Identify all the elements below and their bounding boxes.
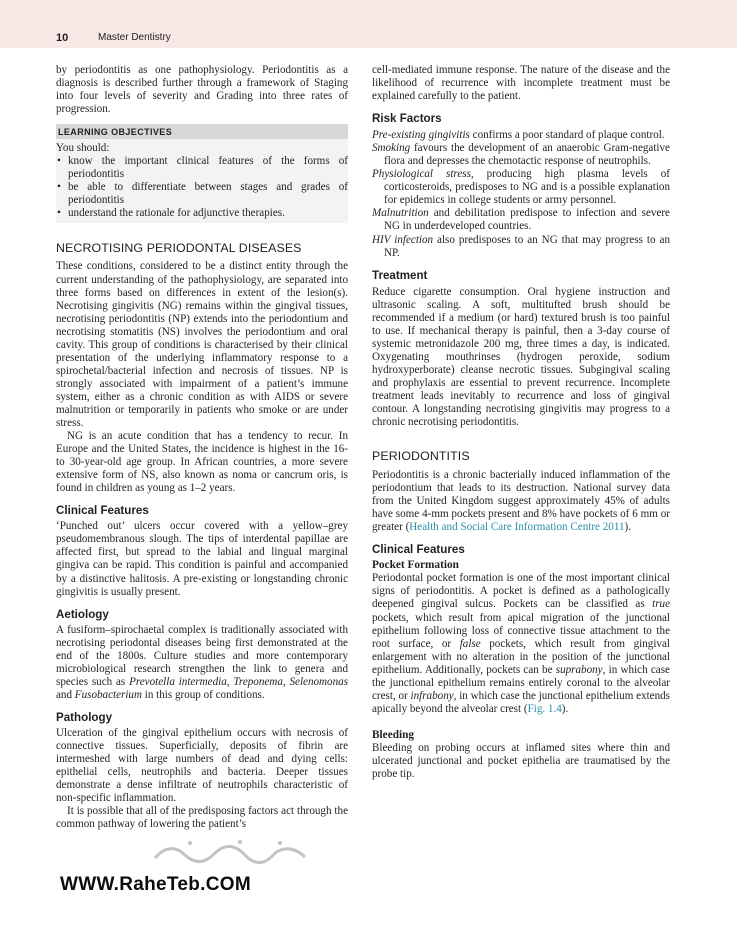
species-name: Selenomonas — [289, 675, 349, 688]
learning-objectives-lead: You should: — [56, 142, 110, 155]
species-name: Fusobacterium — [74, 688, 142, 701]
learning-objectives-box — [56, 124, 348, 223]
intro-paragraph: by periodontitis as one pathophysiology. Periodontitis as a diagnosis is described further through a framework of Staging into four levels of severity and Grading into three rates of progression. — [56, 64, 348, 116]
treatment-paragraph: Reduce cigarette consumption. Oral hygiene instruction and ultrasonic scaling. A soft, multitufted brush should be recommended if a medium (or hard) textured brush is too painful to use. If mechanical therapy is painful, then a 3-day course of systemic metronidazole 200 mg, three times a day, is indicated. Oxygenating mouthrinses (hydrogen peroxide, sodium hydroxyperborate) cleanse necrotic tissues. Subgingival scaling and prophylaxis are essential to prevent recurrence. Incomplete treatment leads inevitably to recurrence and loss of gingival contour. A longstanding necrotising gingivitis may progress to a chronic necrotising periodontitis. — [372, 285, 670, 429]
necrotising-paragraph-1: These conditions, considered to be a distinct entity through the current understanding of the pathophysiology, are separated into three forms based on differences in extent of the lesion(s). Necrotising gingivitis (NG) remains within the gingival tissues, necrotising periodontitis (NP) extends into the periodontium and necrotising stomatitis (NS) involves the periodontium and oral cavity. This group of conditions is characterised by their clinical presentation of the underlying inflammatory response to a spirochetal/bacterial infection and necrosis of tissues. NP is strongly associated with impairment of a patient’s immune system, either as a chronic condition as with AIDS or severe malnutrition or temporarily in patients who smoke or are under stress. — [56, 260, 348, 430]
running-head-title: Master Dentistry — [98, 32, 171, 43]
risk-factor-item: HIV infection also predisposes to an NG that may progress to an NP. — [372, 233, 670, 259]
reference-link[interactable]: Health and Social Care Information Centre 2011 — [409, 521, 625, 534]
heading-treatment: Treatment — [372, 268, 428, 282]
heading-pocket-formation: Pocket Formation — [372, 559, 459, 572]
objective-item: • be able to differentiate between stages and grades of periodontitis — [56, 181, 348, 207]
section-heading-periodontitis: PERIODONTITIS — [372, 449, 470, 464]
learning-objectives-title: LEARNING OBJECTIVES — [56, 124, 348, 139]
periodontitis-paragraph: Periodontitis is a chronic bacterially induced inflammation of the periodontium that leads to its destruction. National survey data from the United Kingdom suggest approximately 45% of adults have some 4-mm pockets present and 8% have pockets of 6 mm or greater (Health and Social Care Information Centre 2011). — [372, 469, 670, 534]
section-heading-necrotising: NECROTISING PERIODONTAL DISEASES — [56, 241, 302, 256]
heading-risk-factors: Risk Factors — [372, 112, 442, 126]
heading-aetiology: Aetiology — [56, 607, 109, 621]
risk-factor-item: Pre-existing gingivitis confirms a poor standard of plaque control. — [372, 129, 665, 142]
left-column — [56, 64, 348, 831]
watermark-text: WWW.RaheTeb.COM — [60, 874, 251, 895]
aetiology-paragraph: A fusiform–spirochaetal complex is traditionally associated with necrotising periodontal diseases being first demonstrated at the end of the 1800s. Culture studies and more contemporary microbiological research strengthen the link to genera and species such as Prevotella intermedia, Treponema, Selenomonas and Fusobacterium in this group of conditions. — [56, 623, 349, 701]
watermark-logo-icon — [150, 833, 310, 867]
risk-factor-list — [372, 129, 670, 259]
page-number: 10 — [56, 32, 69, 44]
running-header — [0, 0, 737, 48]
risk-factor-item: Smoking favours the development of an anaerobic Gram-negative flora and depresses the chemotactic response of neutrophils. — [372, 142, 670, 168]
heading-bleeding: Bleeding — [372, 728, 415, 741]
risk-factor-item: Physiological stress, producing high plasma levels of corticosteroids, predisposes to NG and is a possible explanation for epidemics in college students or army personnel. — [372, 168, 670, 207]
clinical-features-paragraph: ‘Punched out’ ulcers occur covered with a yellow–grey pseudomembranous slough. The tips of interdental papillae are affected first, but spread to the labial and lingual marginal gingiva can be rapid. This condition is painful and accompanied by a distinctive halitosis. A pre-existing or longstanding chronic gingivitis is usually present. — [56, 520, 348, 598]
heading-pathology: Pathology — [56, 710, 113, 724]
species-name: Prevotella intermedia — [129, 675, 227, 688]
heading-clinical-features: Clinical Features — [56, 504, 149, 518]
pathology-paragraph-1: Ulceration of the gingival epithelium occurs with necrosis of connective tissues. Superficially, deposits of fibrin are intermeshed with large numbers of dead and dying cells: epithelial cells, neutrophils and bacteria. Deeper tissues demonstrate a dense infiltrate of neutrophils characteristic of non-specific inflammation. — [56, 726, 348, 805]
heading-clinical-features-perio: Clinical Features — [372, 543, 465, 557]
pocket-formation-paragraph: Periodontal pocket formation is one of the most important clinical signs of periodontitis. A pocket is defined as a pathologically deepened gingival sulcus. Pockets can be classified as true pockets, which result from apical migration of the junctional epithelium following loss of connective tissue attachment to the root surface, or false pockets, which result from gingival enlargement with no alteration in the position of the junctional epithelium. Additionally, pockets can be suprabony, in which case the junctional epithelium remains entirely coronal to the alveolar crest, or infrabony, in which case the junctional epithelium extends apically beyond the alveolar crest (Fig. 1.4). — [372, 572, 670, 715]
risk-factor-item: Malnutrition and debilitation predispose to infection and severe NG in underdeveloped countries. — [372, 207, 670, 233]
objective-item: • know the important clinical features of the forms of periodontitis — [56, 155, 348, 181]
bleeding-paragraph: Bleeding on probing occurs at inflamed sites where thin and ulcerated junctional and pocket epithelia are traumatised by the probe tip. — [372, 741, 670, 780]
necrotising-paragraph-2: NG is an acute condition that has a tendency to recur. In Europe and the United States, the incidence is highest in the 16- to 30-year-old age group. In African countries, a more severe extensive form of NS, also known as noma or cancrum oris, is found in children as young as 1–2 years. — [56, 430, 348, 495]
objective-item: • understand the rationale for adjunctive therapies. — [56, 207, 348, 220]
figure-link[interactable]: Fig. 1.4 — [527, 702, 562, 715]
right-column — [372, 64, 670, 781]
species-name: Treponema — [233, 675, 283, 688]
learning-objectives-list — [56, 155, 348, 220]
pathology-paragraph-2: It is possible that all of the predisposing factors act through the common pathway of lowering the patient’s — [56, 805, 348, 831]
continued-paragraph: cell-mediated immune response. The nature of the disease and the likelihood of recurrence with incomplete treatment must be explained carefully to the patient. — [372, 64, 670, 103]
